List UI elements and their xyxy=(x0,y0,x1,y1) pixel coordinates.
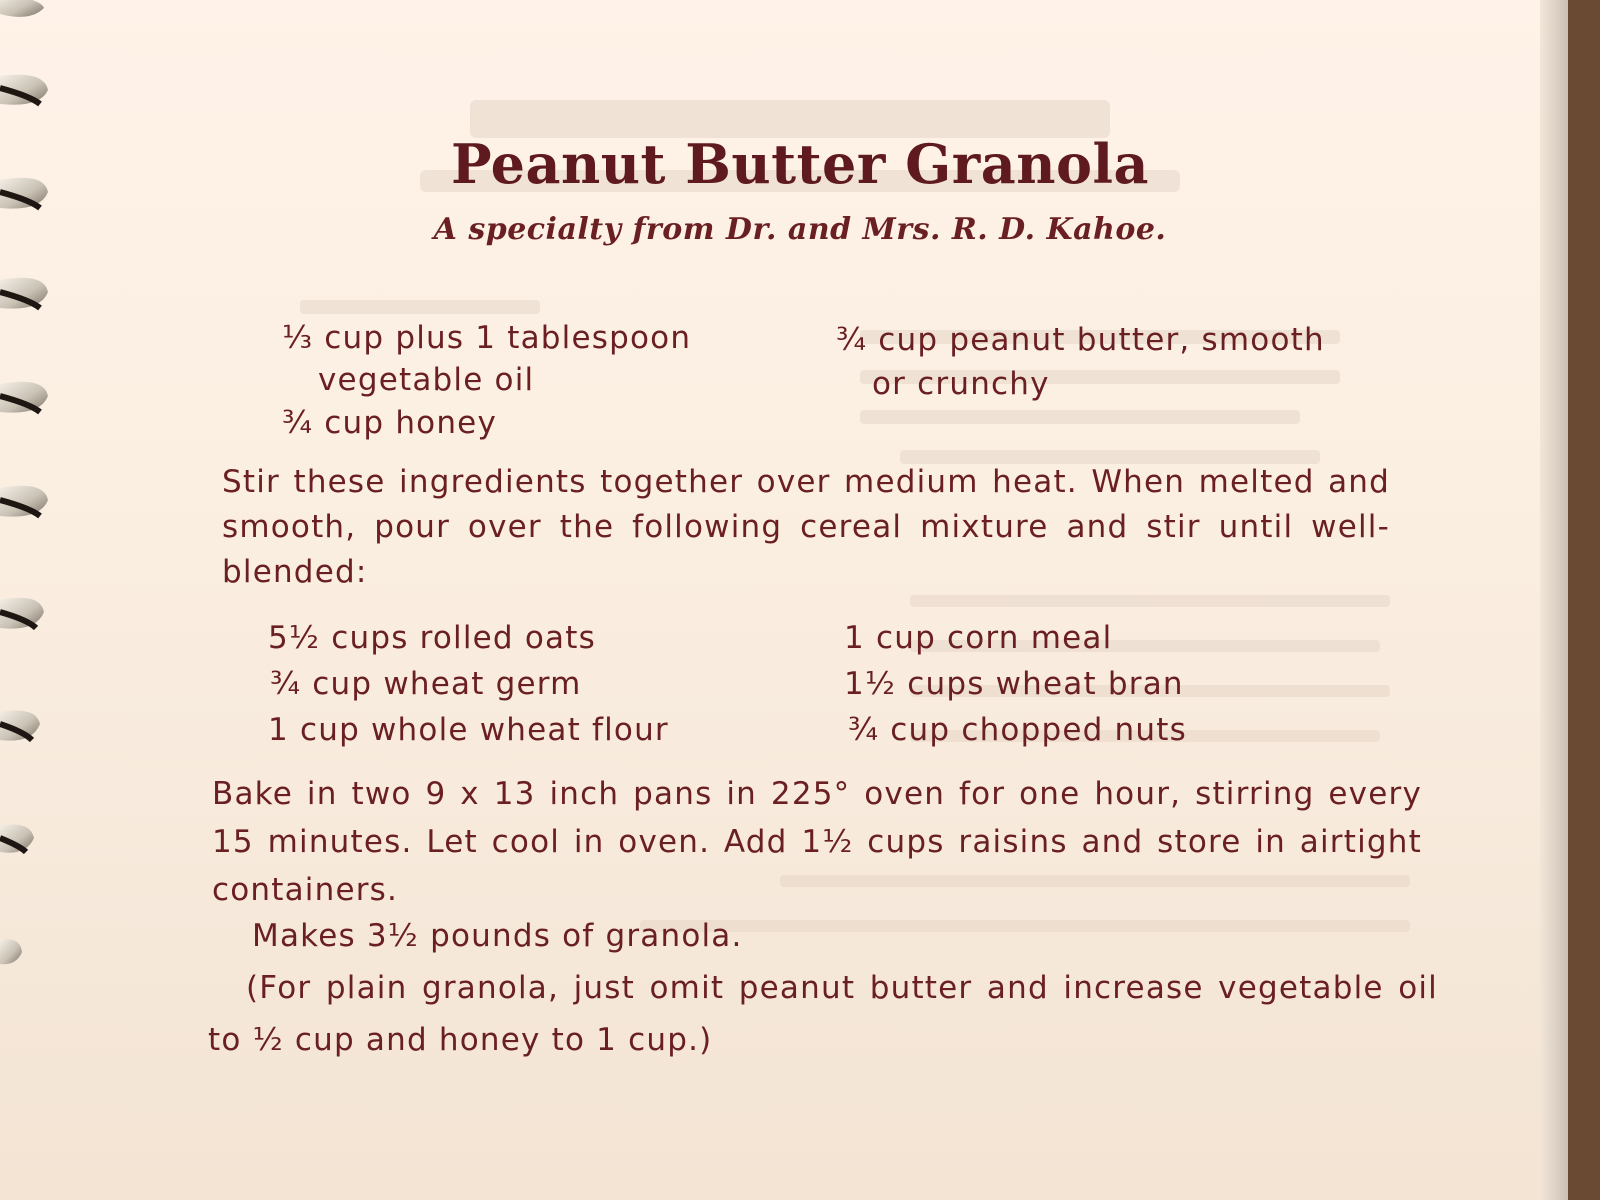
ingredient-peanut-butter-line1: ¾ cup peanut butter, smooth xyxy=(836,322,1325,358)
recipe-note: (For plain granola, just omit peanut butter and increase vegetable oil to ½ cup and honey to 1 cup.) xyxy=(208,970,1438,1058)
instruction-step-1: Stir these ingredients together over medium heat. When melted and smooth, pour over the following cereal mixture and stir until well-blended: xyxy=(222,464,1390,590)
recipe-subtitle: A specialty from Dr. and Mrs. R. D. Kahoe. xyxy=(433,212,1167,247)
recipe-yield: Makes 3½ pounds of granola. xyxy=(252,918,743,954)
ingredient-whole-wheat-flour: 1 cup whole wheat flour xyxy=(268,712,669,748)
ingredient-honey: ¾ cup honey xyxy=(282,405,498,441)
recipe-title: Peanut Butter Granola xyxy=(451,132,1149,196)
ingredient-chopped-nuts: ¾ cup chopped nuts xyxy=(848,712,1187,748)
ingredient-oil-line2: vegetable oil xyxy=(318,362,535,398)
ingredient-corn-meal: 1 cup corn meal xyxy=(844,620,1113,656)
ingredient-wheat-germ: ¾ cup wheat germ xyxy=(270,666,582,702)
ingredient-rolled-oats: 5½ cups rolled oats xyxy=(268,620,596,656)
ingredient-wheat-bran: 1½ cups wheat bran xyxy=(844,666,1184,702)
ingredient-oil-line1: ⅓ cup plus 1 tablespoon xyxy=(282,320,692,356)
instruction-step-2: Bake in two 9 x 13 inch pans in 225° oven for one hour, stirring every 15 minutes. Let cool in oven. Add 1½ cups raisins and store in airtight containers. xyxy=(212,776,1422,908)
ingredient-peanut-butter-line2: or crunchy xyxy=(872,366,1050,402)
